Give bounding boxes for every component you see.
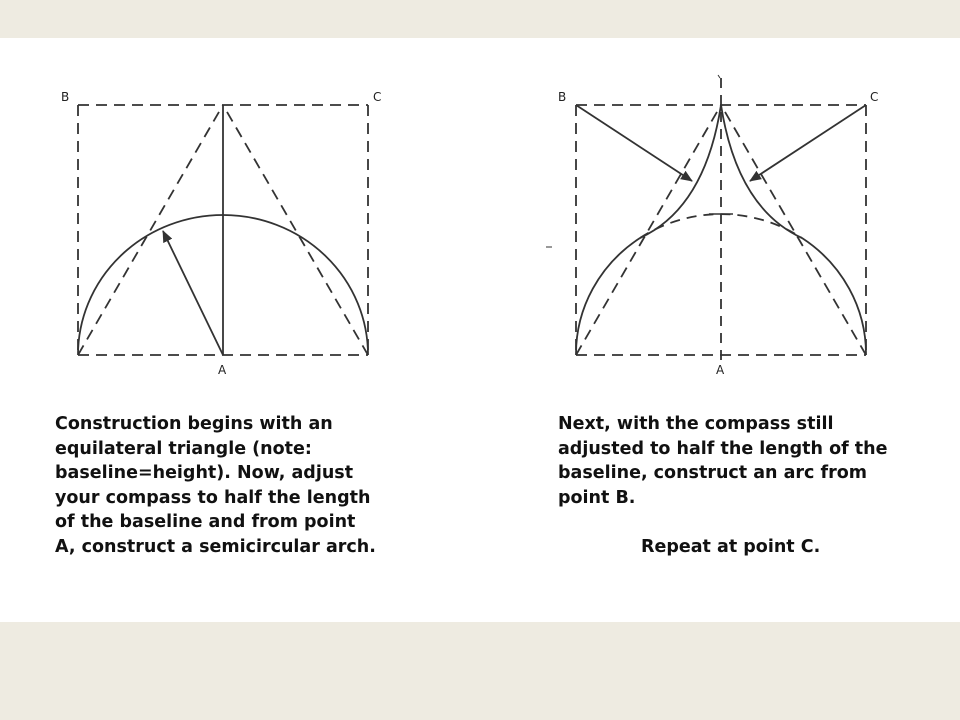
right-label-b: B [558,90,567,104]
left-label-b: B [61,90,70,104]
left-caption-line: A, construct a semicircular arch. [55,536,376,557]
right-caption-line: Next, with the compass still [558,414,834,434]
arc-from-point-c [721,105,802,238]
slide-panel [0,38,960,622]
right-label-c: C [870,90,879,104]
left-caption-line: baseline=height). Now, adjust [55,463,354,484]
left-label-c: C [373,90,382,104]
right-caption-line: baseline, construct an arc from [558,463,868,484]
repeat-note-text: Repeat at point C. [641,537,821,557]
repeat-note [641,535,820,560]
left-caption-line: equilateral triangle (note: [55,438,312,459]
right-figure [546,75,866,363]
left-caption [55,412,376,560]
right-caption [558,412,888,510]
arc-from-point-b [640,105,721,238]
right-caption-line: adjusted to half the length of the [558,438,888,459]
arrow-from-point-c [750,105,866,181]
right-caption-line: point B. [558,487,636,508]
stray-mark-top [718,75,720,78]
left-caption-line: of the baseline and from point [55,512,356,533]
left-caption-line: your compass to half the length [55,487,371,508]
arrow-from-point-b [576,105,692,181]
left-caption-line: Construction begins with an [55,414,333,434]
left-figure [78,105,368,355]
left-radius-arrow [163,231,223,355]
left-label-a: A [218,363,227,377]
right-label-a: A [716,363,725,377]
